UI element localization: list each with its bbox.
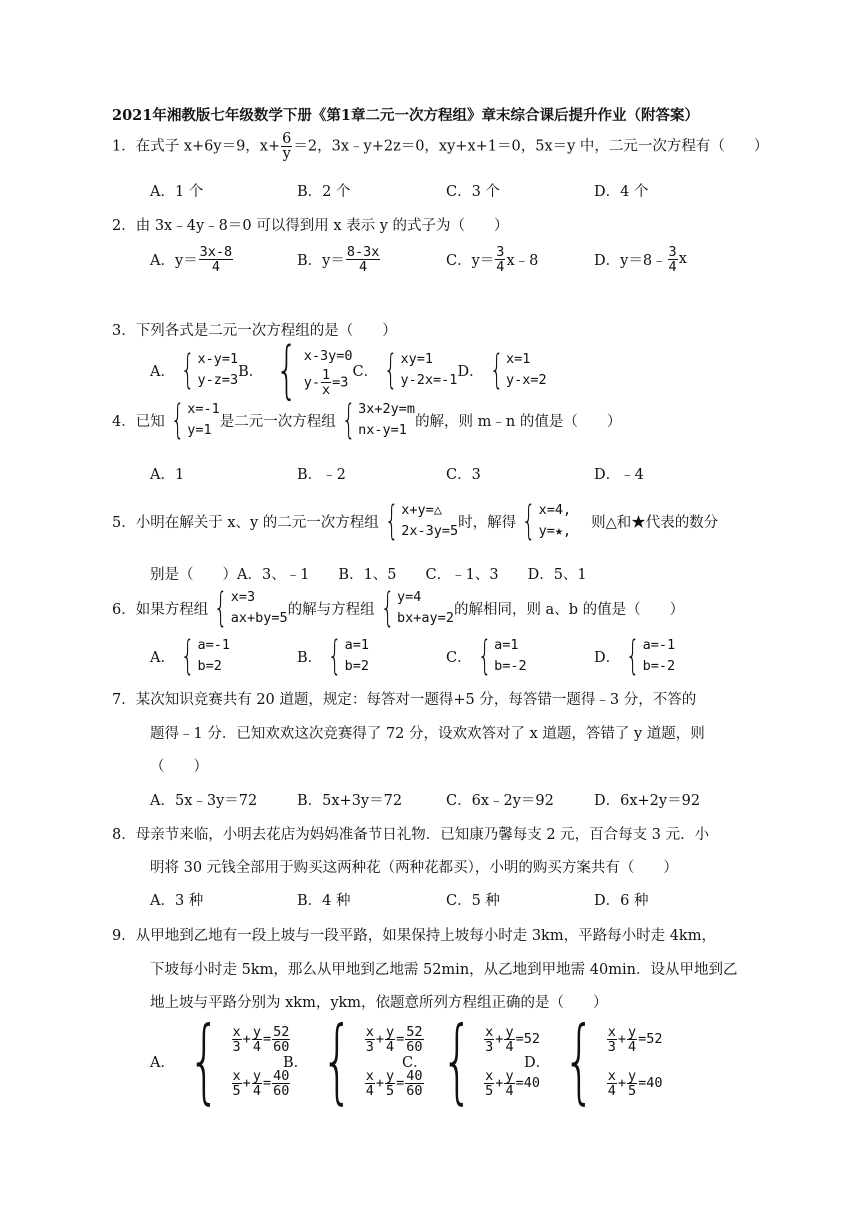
- question-9-option-d: D． { $\frac{x}{3}$ + $\frac{y}{4}$ =52 $\frac{x}{4}$ + $\frac{y}{5}$ =40: [524, 1007, 663, 1114]
- question-7-option-c: C．6x﹣2y＝92: [446, 793, 554, 809]
- question-5-stem: 5．小明在解关于 x、y 的二元一次方程组 { x+y=△ 2x-3y=5 时，解得 { x=4, y=★, 则△和★代表的数分: [112, 498, 719, 544]
- question-2-option-d: D．y＝8﹣ $\frac{3}{4}$ x: [594, 243, 687, 275]
- question-9-line-3: 地上坡与平路分别为 xkm，ykm，依题意所列方程组正确的是（ ）: [150, 995, 608, 1011]
- question-7-line-2: 题得﹣1 分．已知欢欢这次竞赛得了 72 分，设欢欢答对了 x 道题，答错了 y 道题，则: [150, 726, 705, 742]
- question-2-option-a: A．y＝ $\frac{3x-8}{4}$: [150, 243, 233, 275]
- question-8-option-d: D．6 种: [594, 893, 649, 909]
- question-8-option-b: B．4 种: [297, 893, 351, 909]
- question-7-line-1: 7．某次知识竞赛共有 20 道题，规定：每答对一题得+5 分，每答错一题得﹣3 分，不答的: [112, 692, 697, 708]
- question-4-stem: 4．已知 { x=-1 y=1 是二元一次方程组 { 3x+2y=m nx-y=1 的解，则 m﹣n 的值是（ ）: [112, 397, 622, 443]
- question-6-option-b: B． { a=1 b=2: [297, 633, 369, 679]
- question-9-option-b: B． { $\frac{x}{3}$ + $\frac{y}{4}$ = $\frac{52}{60}$ $\frac{x}{4}$ + $\frac{y}{5}$ = $\frac{40}{60}$: [283, 1007, 423, 1114]
- question-1-stem: 1．在式子 x+6y＝9，x+ $\frac{6}{y}$ ＝2，3x﹣y+2z＝0，xy+x+1＝0，5x＝y 中，二元一次方程有（ ）: [112, 131, 769, 162]
- document-title: 2021年湘教版七年级数学下册《第1章二元一次方程组》章末综合课后提升作业（附答案）: [112, 107, 699, 124]
- question-2-option-c: C．y＝ $\frac{3}{4}$ x﹣8: [446, 243, 539, 275]
- question-1-option-c: C．3 个: [446, 184, 500, 200]
- question-2-stem: 2．由 3x﹣4y﹣8＝0 可以得到用 x 表示 y 的式子为（ ）: [112, 218, 509, 234]
- question-1-option-a: A．1 个: [150, 184, 204, 200]
- question-3-stem: 3．下列各式是二元一次方程组的是（ ）: [112, 323, 397, 339]
- question-8-option-a: A．3 种: [150, 893, 204, 909]
- question-2-option-b: B．y＝ $\frac{8-3x}{4}$: [297, 243, 380, 275]
- question-4-option-d: D．﹣4: [594, 467, 644, 483]
- question-7-option-b: B．5x+3y＝72: [297, 793, 403, 809]
- question-1-option-d: D．4 个: [594, 184, 649, 200]
- question-4-option-c: C．3: [446, 467, 481, 483]
- question-4-option-a: A．1: [150, 467, 185, 483]
- question-7-option-d: D．6x+2y＝92: [594, 793, 701, 809]
- question-6-option-d: D． { a=-1 b=-2: [594, 633, 676, 679]
- question-1-option-b: B．2 个: [297, 184, 351, 200]
- question-6-option-c: C． { a=1 b=-2: [446, 633, 527, 679]
- question-8-option-c: C．5 种: [446, 893, 500, 909]
- question-9-line-2: 下坡每小时走 5km，那么从甲地到乙地需 52min，从乙地到甲地需 40min．设从甲地到乙: [150, 962, 738, 978]
- question-9-option-a: A． { $\frac{x}{3}$ + $\frac{y}{4}$ = $\frac{52}{60}$ $\frac{x}{5}$ + $\frac{y}{4}$ = $\frac{40}{60}$: [150, 1007, 290, 1114]
- question-9-option-c: C． { $\frac{x}{3}$ + $\frac{y}{4}$ =52 $\frac{x}{5}$ + $\frac{y}{4}$ =40: [402, 1007, 540, 1114]
- question-7-option-a: A．5x﹣3y＝72: [150, 793, 258, 809]
- question-5-options: 别是（ ）A．3、﹣1 B．1、5 C．﹣1、3 D．5、1: [150, 567, 587, 583]
- question-3-options: A． { x-y=1 y-z=3 B． { x-3y=0 y- $\frac{1}{x}$ =3 C． { xy=1 y-2x=-1 D． { x=1 y-x=2: [150, 333, 547, 406]
- question-6-stem: 6．如果方程组 { x=3 ax+by=5 的解与方程组 { y=4 bx+ay=2 的解相同，则 a、b 的值是（ ）: [112, 585, 685, 631]
- question-9-line-1: 9．从甲地到乙地有一段上坡与一段平路，如果保持上坡每小时走 3km，平路每小时走 4km，: [112, 928, 716, 944]
- question-4-option-b: B．﹣2: [297, 467, 346, 483]
- question-8-line-1: 8．母亲节来临，小明去花店为妈妈准备节日礼物．已知康乃馨每支 2 元，百合每支 3 元．小: [112, 827, 710, 843]
- question-7-line-3: （ ）: [150, 759, 208, 775]
- question-6-option-a: A． { a=-1 b=2: [150, 633, 230, 679]
- question-8-line-2: 明将 30 元钱全部用于购买这两种花（两种花都买），小明的购买方案共有（ ）: [150, 860, 678, 876]
